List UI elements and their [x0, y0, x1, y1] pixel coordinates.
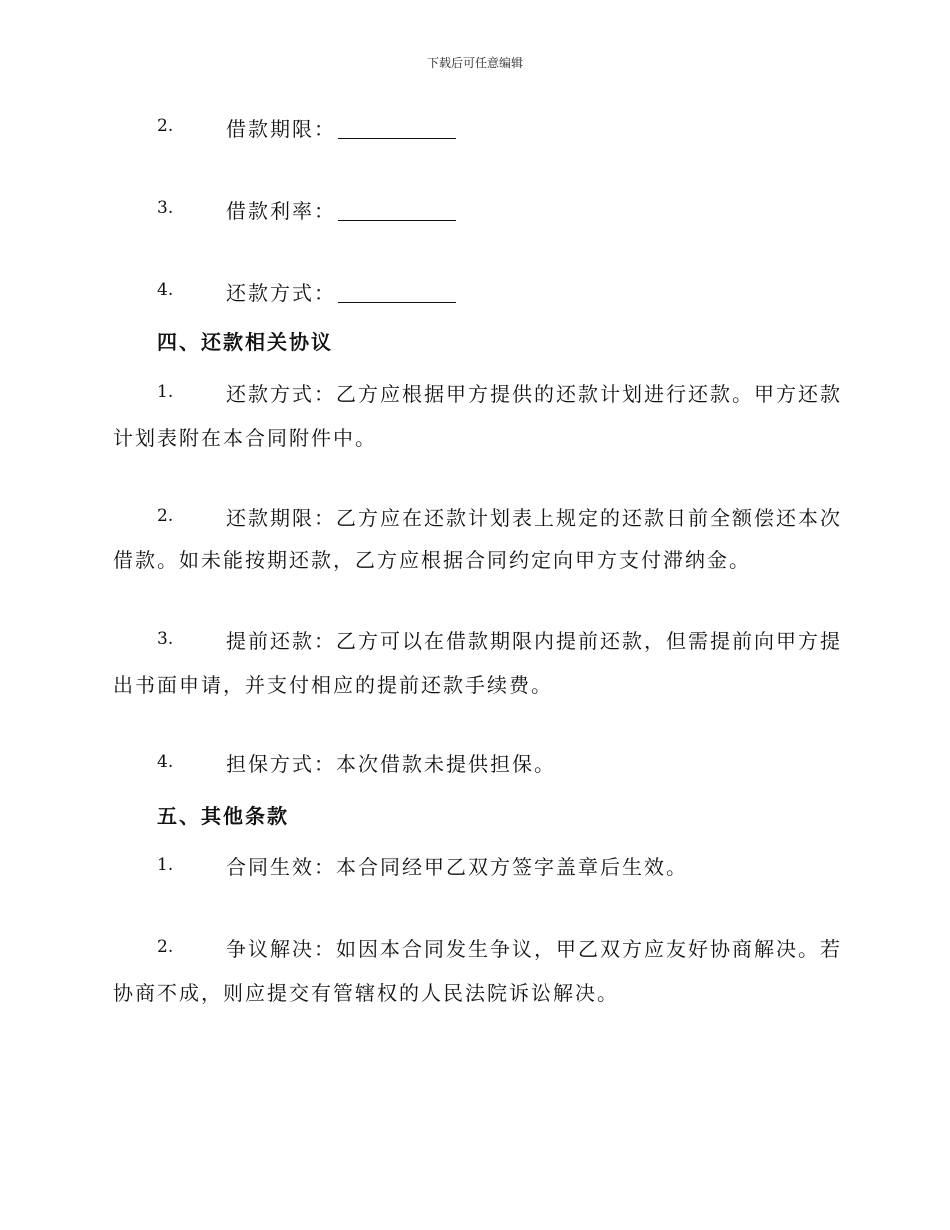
- section-heading: 四、还款相关协议: [157, 330, 333, 354]
- item-label: 借款利率：: [226, 199, 336, 223]
- item-label: 还款方式：: [226, 281, 336, 305]
- page-header: 下载后可任意编辑: [426, 56, 523, 70]
- item-number: 1.: [157, 382, 174, 402]
- item-text: 争议解决：如因本合同发生争议，甲乙双方应友好协商解决。若: [226, 937, 842, 961]
- item-text: 还款期限：乙方应在还款计划表上规定的还款日前全额偿还本次: [226, 506, 842, 530]
- item-text: 还款方式：乙方应根据甲方提供的还款计划进行还款。甲方还款: [226, 382, 842, 406]
- item-label: 借款期限：: [226, 117, 336, 141]
- item-number: 1.: [157, 855, 174, 875]
- item-number: 2.: [157, 506, 174, 526]
- fill-in-blank[interactable]: [338, 200, 456, 221]
- item-text: 担保方式：本次借款未提供担保。: [226, 752, 556, 776]
- section-heading: 五、其他条款: [157, 804, 289, 828]
- item-text: 计划表附在本合同附件中。: [113, 426, 377, 450]
- item-text: 合同生效：本合同经甲乙双方签字盖章后生效。: [226, 855, 688, 879]
- item-number: 3.: [157, 198, 174, 218]
- item-text: 出书面申请，并支付相应的提前还款手续费。: [113, 673, 553, 697]
- item-number: 4.: [157, 752, 174, 772]
- fill-in-blank[interactable]: [338, 282, 456, 303]
- item-number: 3.: [157, 629, 174, 649]
- item-number: 2.: [157, 116, 174, 136]
- fill-in-blank[interactable]: [338, 118, 456, 139]
- item-text: 借款。如未能按期还款，乙方应根据合同约定向甲方支付滞纳金。: [113, 548, 751, 572]
- item-text: 提前还款：乙方可以在借款期限内提前还款，但需提前向甲方提: [226, 629, 842, 653]
- item-number: 4.: [157, 280, 174, 300]
- item-number: 2.: [157, 937, 174, 957]
- item-text: 协商不成，则应提交有管辖权的人民法院诉讼解决。: [113, 981, 619, 1005]
